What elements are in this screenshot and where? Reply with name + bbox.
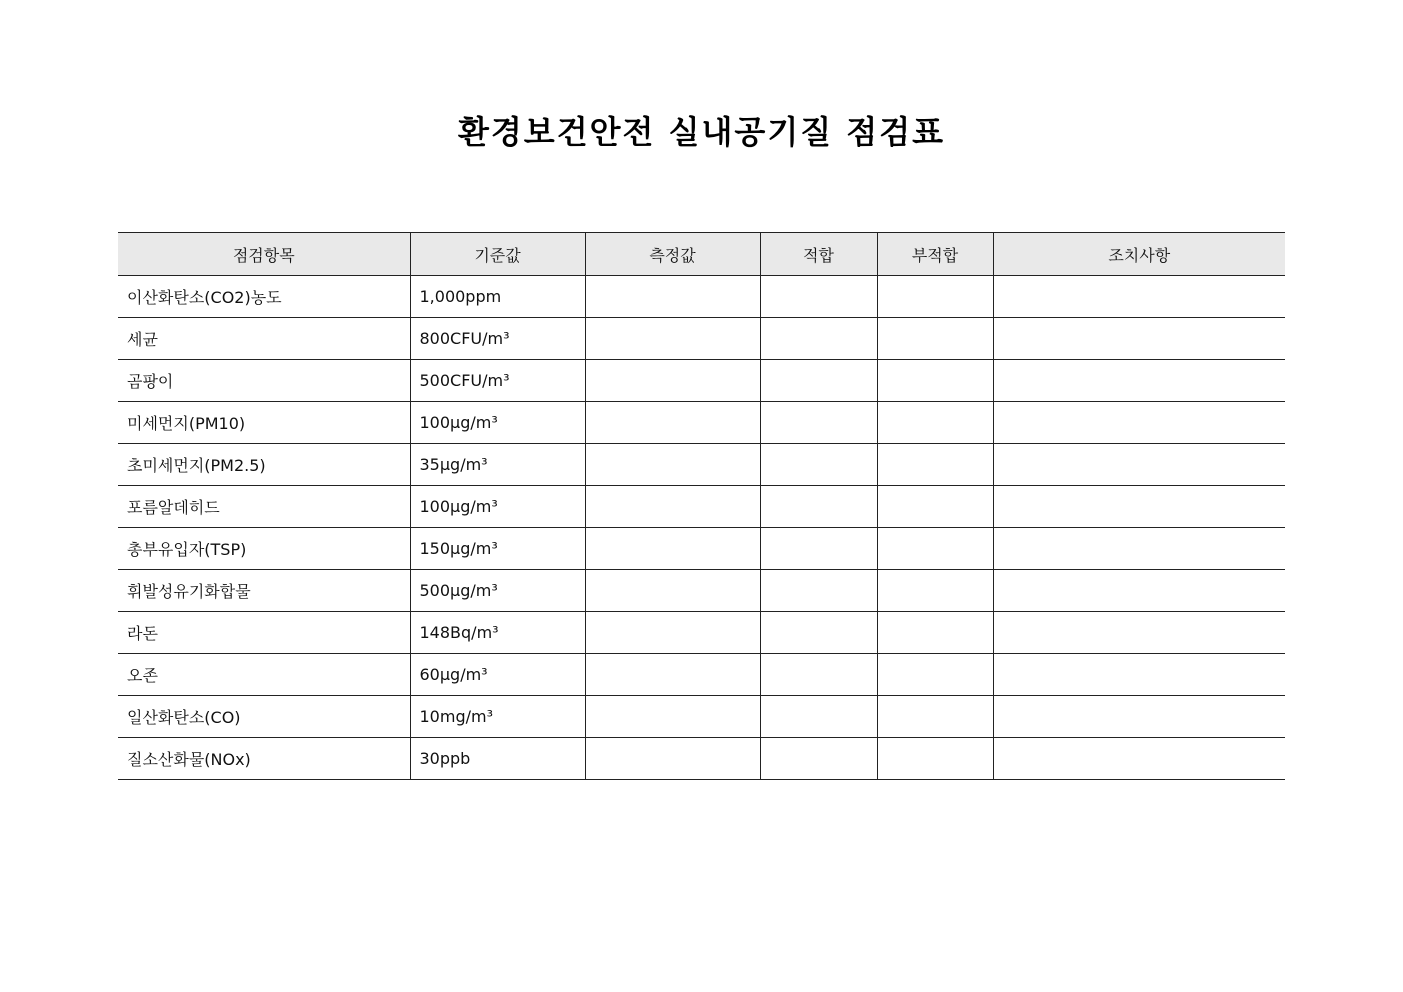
cell-action (993, 696, 1285, 738)
cell-action (993, 318, 1285, 360)
cell-fail (877, 528, 993, 570)
cell-pass (760, 570, 877, 612)
cell-standard: 10mg/m³ (410, 696, 585, 738)
cell-measured (585, 738, 760, 780)
cell-standard: 500CFU/m³ (410, 360, 585, 402)
cell-item: 세균 (118, 318, 410, 360)
cell-fail (877, 444, 993, 486)
table-row (118, 360, 1285, 402)
cell-fail (877, 696, 993, 738)
cell-action (993, 528, 1285, 570)
cell-fail (877, 402, 993, 444)
cell-item: 라돈 (118, 612, 410, 654)
document-title: 환경보건안전 실내공기질 점검표 (457, 113, 946, 151)
cell-measured (585, 486, 760, 528)
cell-action (993, 276, 1285, 318)
header-measured: 측정값 (585, 233, 760, 276)
cell-fail (877, 654, 993, 696)
cell-action (993, 738, 1285, 780)
cell-standard: 150μg/m³ (410, 528, 585, 570)
cell-item: 초미세먼지(PM2.5) (118, 444, 410, 486)
cell-measured (585, 318, 760, 360)
cell-action (993, 654, 1285, 696)
header-pass: 적합 (760, 233, 877, 276)
cell-fail (877, 318, 993, 360)
cell-item: 일산화탄소(CO) (118, 696, 410, 738)
cell-pass (760, 360, 877, 402)
cell-standard: 100μg/m³ (410, 402, 585, 444)
air-quality-checklist-table (118, 232, 1285, 780)
cell-action (993, 570, 1285, 612)
table-row (118, 696, 1285, 738)
cell-fail (877, 486, 993, 528)
cell-pass (760, 612, 877, 654)
cell-standard: 148Bq/m³ (410, 612, 585, 654)
cell-fail (877, 612, 993, 654)
cell-action (993, 402, 1285, 444)
cell-standard: 800CFU/m³ (410, 318, 585, 360)
cell-measured (585, 654, 760, 696)
cell-item: 질소산화물(NOx) (118, 738, 410, 780)
cell-pass (760, 276, 877, 318)
cell-fail (877, 738, 993, 780)
cell-measured (585, 444, 760, 486)
cell-action (993, 360, 1285, 402)
cell-standard: 500μg/m³ (410, 570, 585, 612)
cell-standard: 100μg/m³ (410, 486, 585, 528)
cell-pass (760, 402, 877, 444)
cell-action (993, 486, 1285, 528)
cell-standard: 60μg/m³ (410, 654, 585, 696)
cell-standard: 35μg/m³ (410, 444, 585, 486)
cell-pass (760, 444, 877, 486)
cell-measured (585, 402, 760, 444)
table-row (118, 444, 1285, 486)
cell-standard: 30ppb (410, 738, 585, 780)
table-row (118, 528, 1285, 570)
cell-pass (760, 486, 877, 528)
cell-item: 휘발성유기화합물 (118, 570, 410, 612)
table-row (118, 486, 1285, 528)
cell-measured (585, 276, 760, 318)
cell-measured (585, 612, 760, 654)
cell-item: 오존 (118, 654, 410, 696)
cell-item: 미세먼지(PM10) (118, 402, 410, 444)
cell-measured (585, 696, 760, 738)
table-row (118, 402, 1285, 444)
cell-fail (877, 276, 993, 318)
cell-fail (877, 360, 993, 402)
cell-action (993, 444, 1285, 486)
table-row (118, 738, 1285, 780)
cell-action (993, 612, 1285, 654)
cell-measured (585, 528, 760, 570)
cell-item: 이산화탄소(CO2)농도 (118, 276, 410, 318)
cell-pass (760, 528, 877, 570)
header-action: 조치사항 (993, 233, 1285, 276)
cell-item: 포름알데히드 (118, 486, 410, 528)
header-standard: 기준값 (410, 233, 585, 276)
cell-measured (585, 360, 760, 402)
table-row (118, 276, 1285, 318)
table-row (118, 570, 1285, 612)
table-row (118, 318, 1285, 360)
cell-standard: 1,000ppm (410, 276, 585, 318)
cell-measured (585, 570, 760, 612)
header-fail: 부적합 (877, 233, 993, 276)
cell-item: 곰팡이 (118, 360, 410, 402)
cell-pass (760, 654, 877, 696)
table-row (118, 654, 1285, 696)
header-item: 점검항목 (118, 233, 410, 276)
cell-item: 총부유입자(TSP) (118, 528, 410, 570)
cell-fail (877, 570, 993, 612)
cell-pass (760, 738, 877, 780)
cell-pass (760, 318, 877, 360)
table-row (118, 612, 1285, 654)
cell-pass (760, 696, 877, 738)
table-header-row (118, 233, 1285, 276)
